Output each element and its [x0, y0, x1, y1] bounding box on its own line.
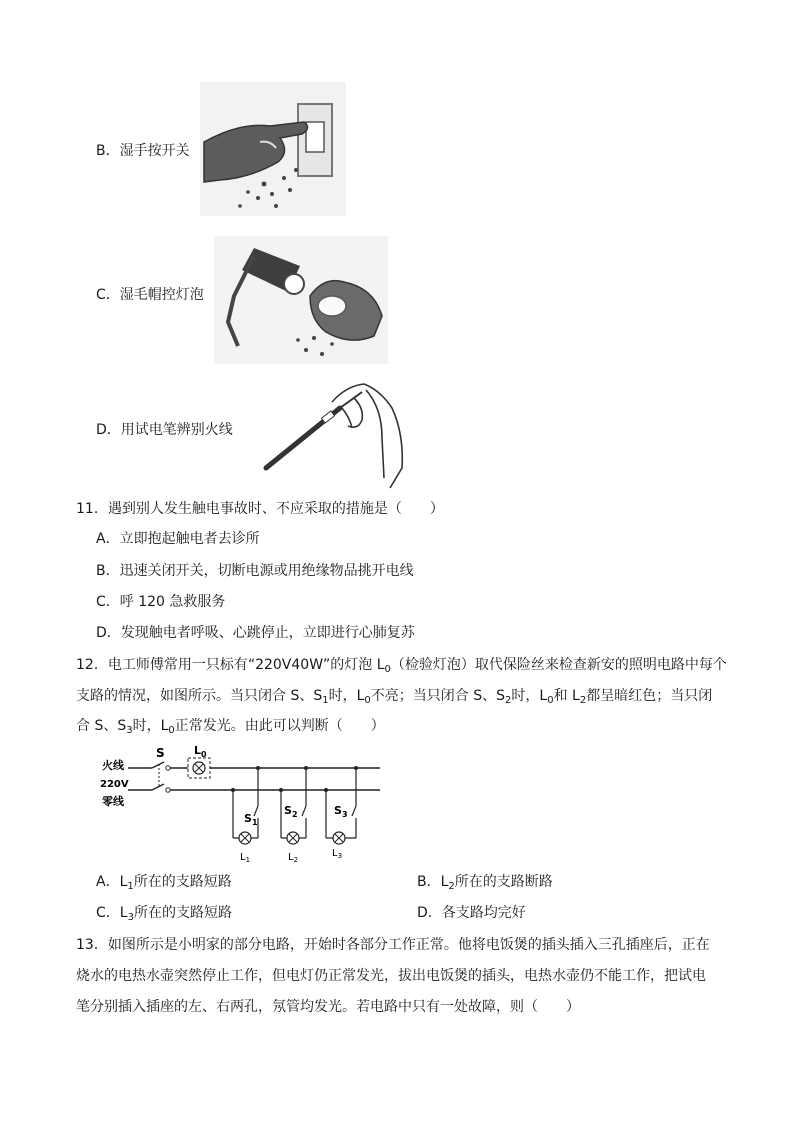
- option-c-label: C．湿毛帽控灯泡: [96, 287, 204, 303]
- q12-option-d: D．各支路均完好: [417, 905, 526, 921]
- q12-stem-line2: 支路的情况，如图所示。当只闭合 S、$S_1$时，$L_0$不亮；当只闭合 S、$S_2$时，$L_0$和 $L_2$都呈暗红色；当只闭: [76, 688, 713, 706]
- q11-option-b: B．迅速关闭开关，切断电源或用绝缘物品挑开电线: [96, 563, 414, 579]
- voltage-label: 220V: [100, 779, 129, 790]
- q13-stem-line3: 笔分别插入插座的左、右两孔，氖管均发光。若电路中只有一处故障，则（ ）: [76, 999, 580, 1015]
- q12-option-b: B．$L_2$所在的支路断路: [417, 874, 553, 892]
- q11-option-a: A．立即抱起触电者去诊所: [96, 531, 260, 547]
- svg-text:L1: $L_1$: [240, 852, 251, 864]
- q11-option-d: D．发现触电者呼吸、心跳停止，立即进行心肺复苏: [96, 625, 415, 641]
- branch-1: [231, 766, 260, 864]
- test-bulb-l0: [193, 744, 207, 774]
- svg-text:S2: $S_2$: [284, 804, 298, 819]
- q11-option-c: C．呼 120 急救服务: [96, 594, 226, 610]
- branch-2: [279, 766, 308, 864]
- main-switch-s: [152, 746, 170, 792]
- wet-hand-switch-image: [200, 82, 346, 216]
- option-d-label: D．用试电笔辨别火线: [96, 422, 233, 438]
- q12-option-c: C．$L_3$所在的支路短路: [96, 905, 232, 923]
- q12-stem-line3: 合 S、$S_3$时，$L_0$正常发光。由此可以判断（ ）: [76, 718, 385, 736]
- q12-number: 12．: [76, 657, 108, 673]
- test-pen-hand-image: [262, 378, 408, 496]
- circuit-diagram: [98, 742, 388, 866]
- q12-stem-line1: 12．电工师傅常用一只标有“220V40W”的灯泡 $L_0$（检验灯泡）取代保险丝来检查新安的照明电路中每个: [76, 657, 727, 675]
- svg-text:S: S: [156, 746, 165, 760]
- svg-text:L3: $L_3$: [332, 848, 343, 860]
- neutral-wire-label: 零线: [102, 795, 124, 808]
- fire-wire-label: 火线: [102, 759, 124, 772]
- branch-3: [324, 766, 358, 860]
- svg-text:L2: $L_2$: [288, 852, 299, 864]
- q13-stem-line2: 烧水的电热水壶突然停止工作，但电灯仍正常发光，拔出电饭煲的插头，电热水壶仍不能工作，把试电: [76, 968, 706, 984]
- svg-text:L0: $L_0$: [194, 744, 207, 759]
- wet-cloth-bulb-image: [214, 236, 388, 364]
- svg-text:S3: $S_3$: [334, 804, 348, 819]
- q13-stem-line1: 13．如图所示是小明家的部分电路，开始时各部分工作正常。他将电饭煲的插头插入三孔插座后，正在: [76, 937, 710, 953]
- q12-option-a: A．$L_1$所在的支路短路: [96, 874, 232, 892]
- svg-text:S1: $S_1$: [244, 812, 258, 827]
- option-b-label: B．湿手按开关: [96, 143, 190, 159]
- q11-stem: 11．遇到别人发生触电事故时、不应采取的措施是（ ）: [76, 501, 444, 517]
